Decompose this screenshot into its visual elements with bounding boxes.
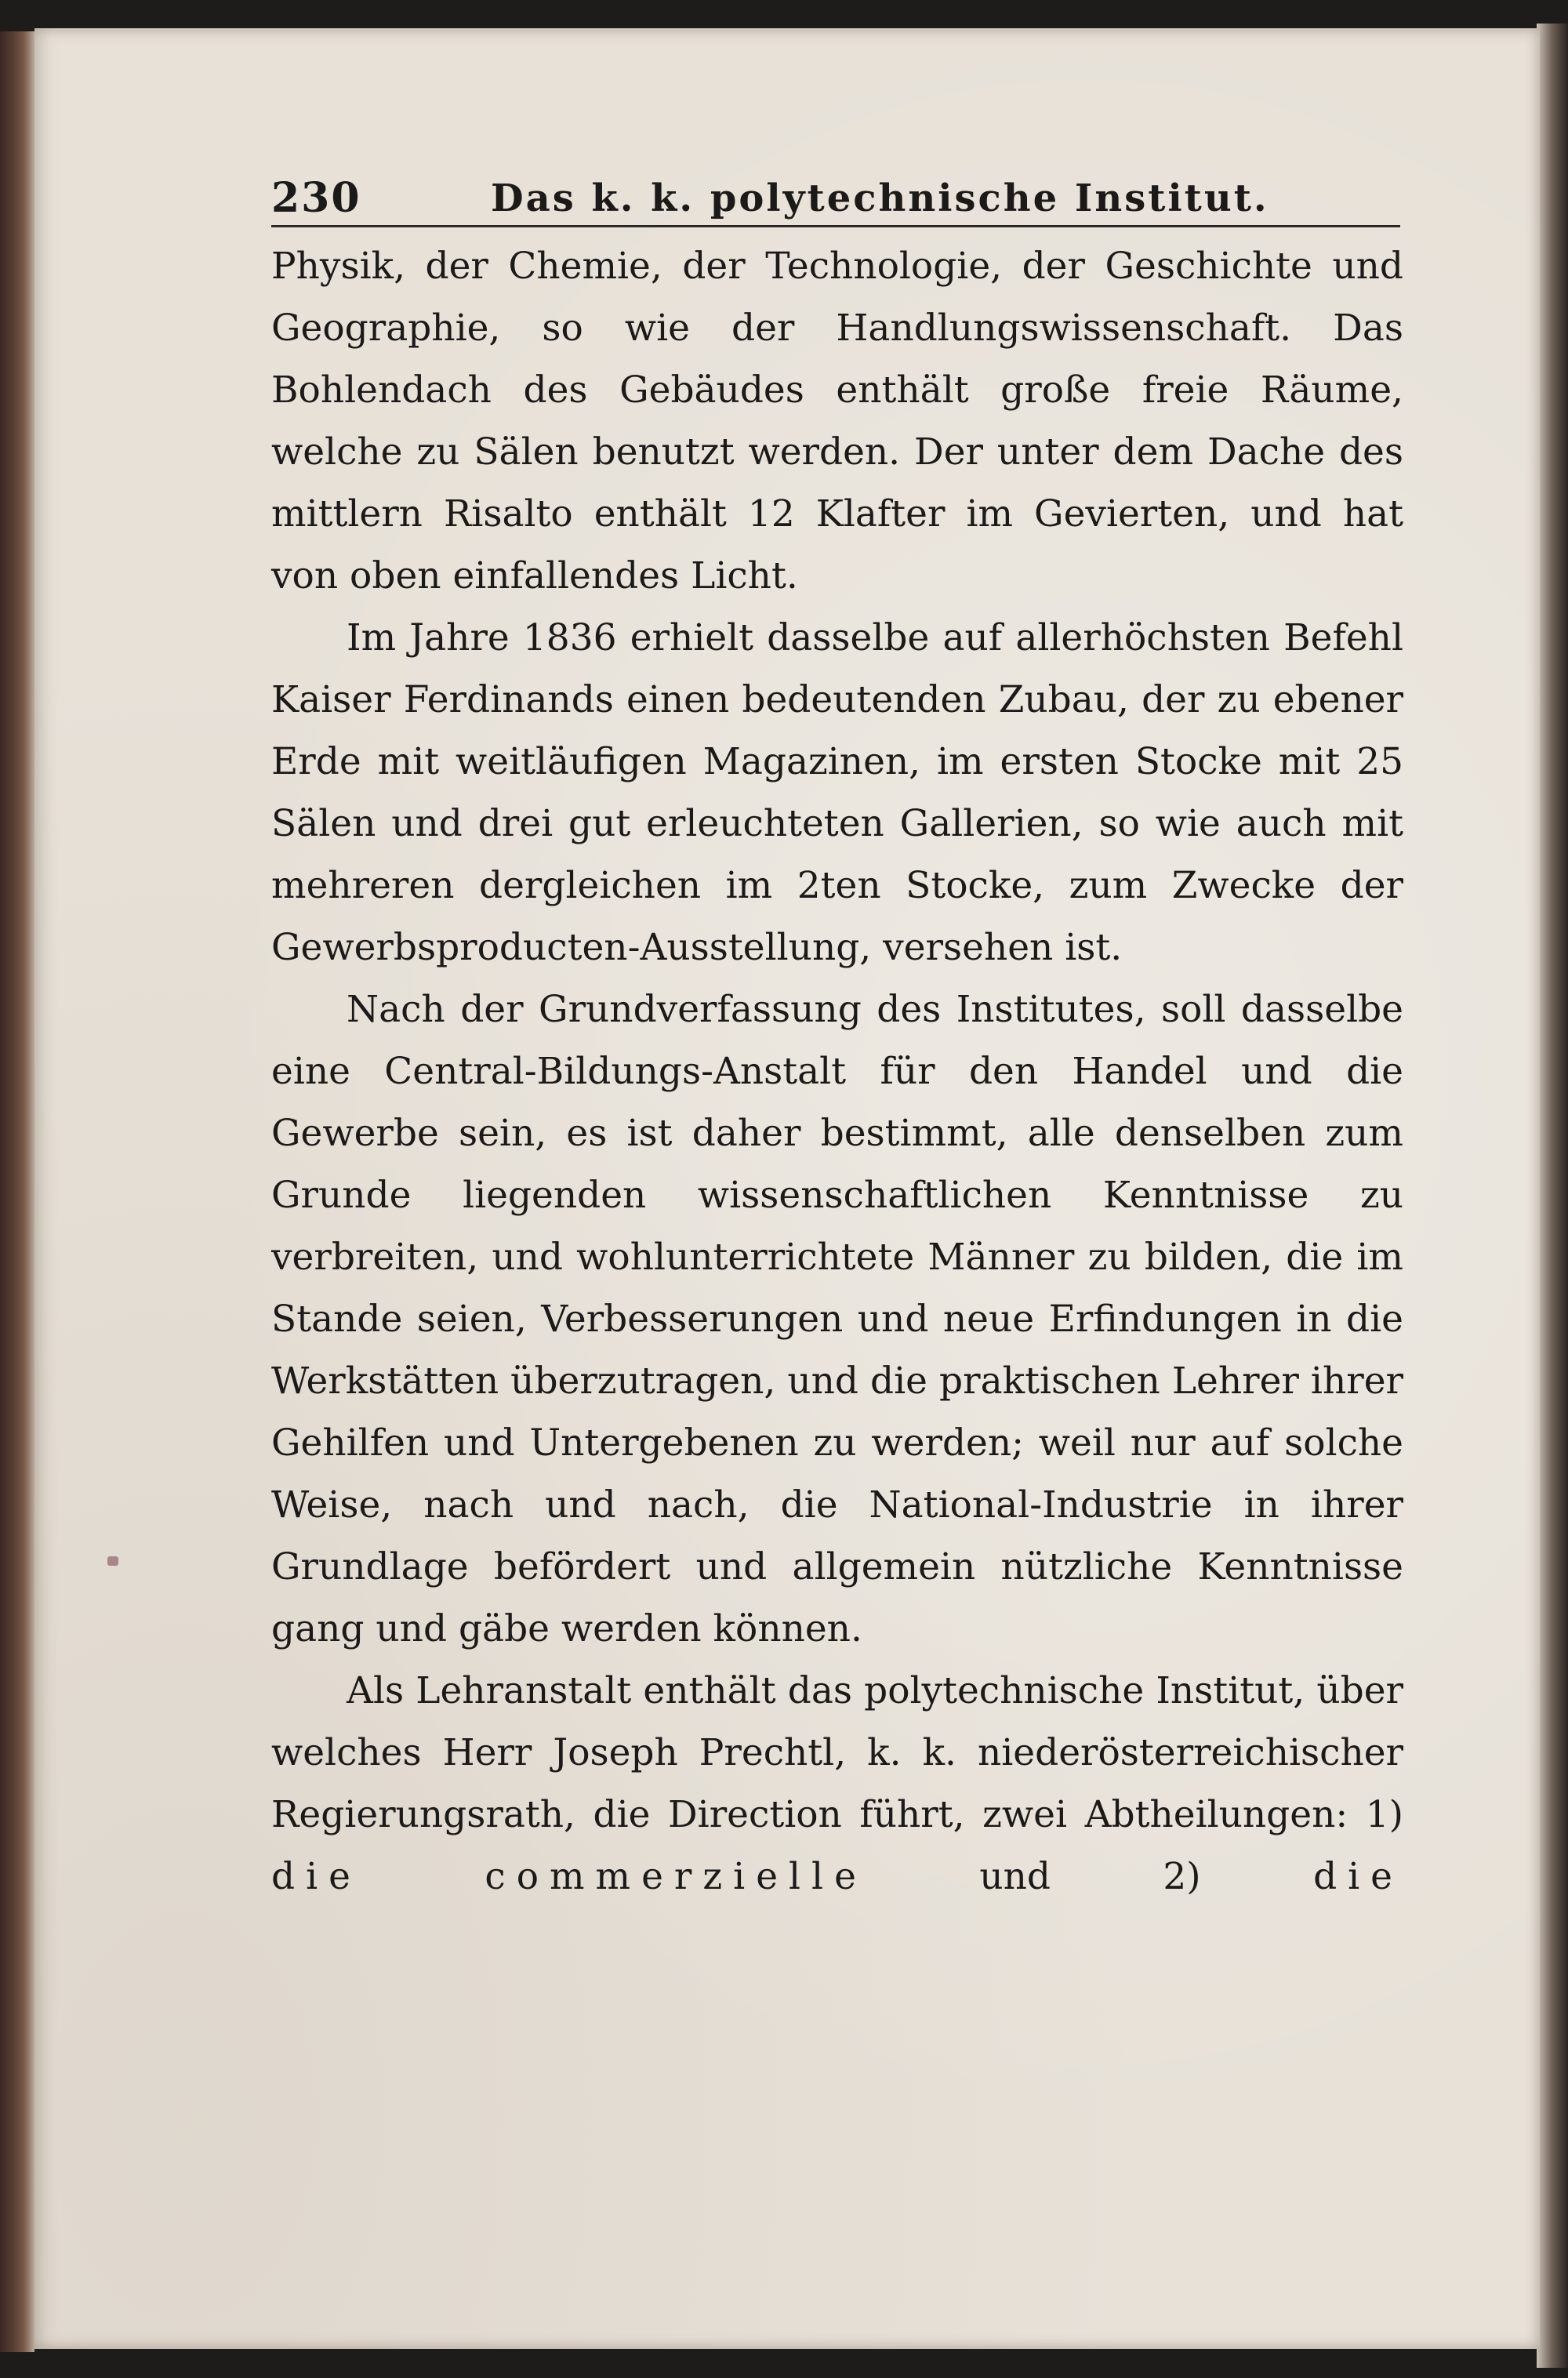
paragraph-4-spaced-end: die xyxy=(1313,1855,1403,1898)
book-edge-right xyxy=(1537,24,1568,2368)
paragraph-1: Physik, der Chemie, der Technologie, der Geschichte und Geographie, so wie der Handlungswissenschaft. Das Bohlendach des Gebäudes enthält große freie Räume, welche zu Sälen benutzt werden. Der unter dem Dache des mittlern Risalto enthält 12 Klafter im Gevierten, und hat von oben einfallendes Licht. xyxy=(271,245,1403,597)
book-edge-left xyxy=(0,31,34,2352)
paragraph-4-text: Als Lehranstalt enthält das polytechnische Institut, über welches Herr Joseph Prechtl, k. k. niederösterreichischer Regierungsrath, die Direction führt, zwei Abtheilungen: 1) xyxy=(271,1669,1403,1836)
running-title: Das k. k. polytechnische Institut. xyxy=(491,176,1269,220)
paragraph-4-mid: und 2) xyxy=(866,1855,1314,1898)
body-text xyxy=(271,235,1403,1908)
paper-stain xyxy=(107,1556,118,1566)
paragraph-4-spaced-term: die commerzielle xyxy=(271,1855,867,1898)
page-header xyxy=(271,171,1408,226)
page-number: 230 xyxy=(271,174,361,222)
paragraph-4 xyxy=(271,1660,1403,1908)
header-rule xyxy=(271,225,1400,227)
paragraph-3: Nach der Grundverfassung des Institutes, soll dasselbe eine Central-Bildungs-Anstalt für den Handel und die Gewerbe sein, es ist daher bestimmt, alle denselben zum Grunde liegenden wissenschaftlichen Kenntnisse zu verbreiten, und wohlunterrichtete Männer zu bilden, die im Stande seien, Verbesserungen und neue Erfindungen in die Werkstätten überzutragen, und die praktischen Lehrer ihrer Gehilfen und Untergebenen zu werden; weil nur auf solche Weise, nach und nach, die National-Industrie in ihrer Grundlage befördert und allgemein nützliche Kenntnisse gang und gäbe werden können. xyxy=(271,988,1403,1650)
paragraph-2: Im Jahre 1836 erhielt dasselbe auf allerhöchsten Befehl Kaiser Ferdinands einen bedeutenden Zubau, der zu ebener Erde mit weitläufigen Magazinen, im ersten Stocke mit 25 Sälen und drei gut erleuchteten Gallerien, so wie auch mit mehreren dergleichen im 2ten Stocke, zum Zwecke der Gewerbsproducten-Ausstellung, versehen ist. xyxy=(271,616,1403,969)
